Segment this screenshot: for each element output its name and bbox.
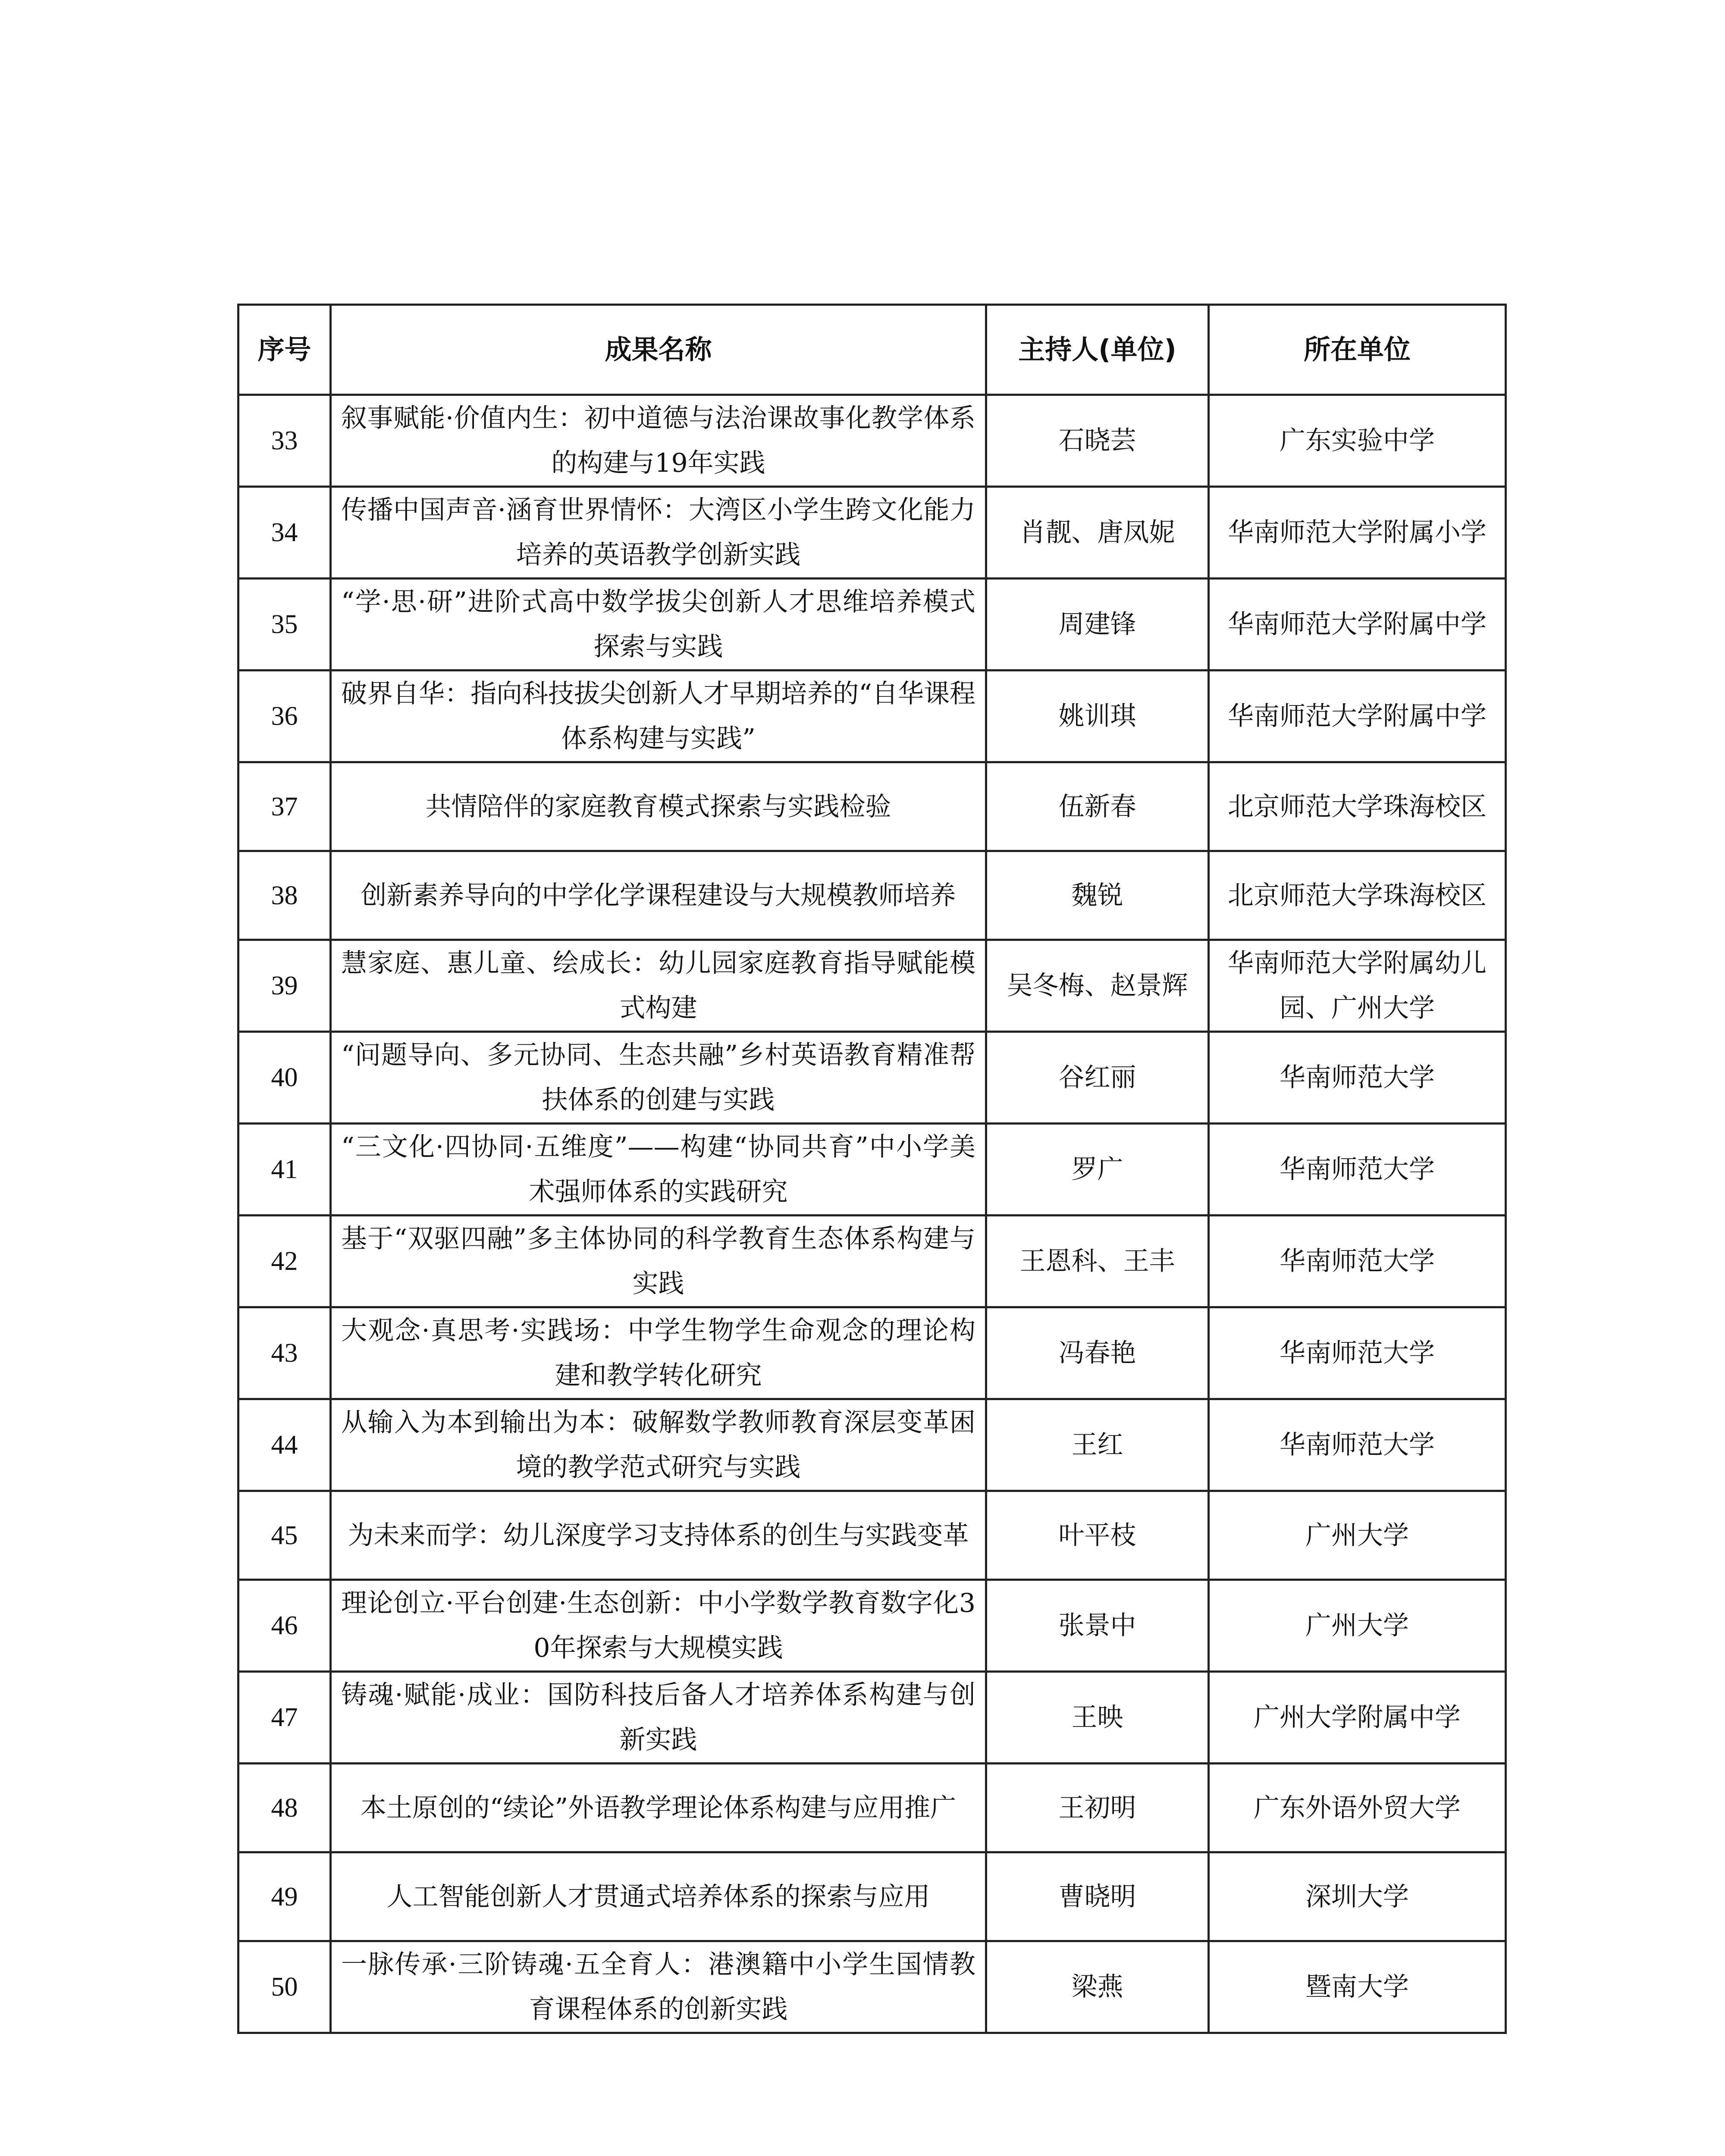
- row-unit: 北京师范大学珠海校区: [1209, 851, 1506, 940]
- row-unit: 北京师范大学珠海校区: [1209, 762, 1506, 851]
- row-unit: 华南师范大学: [1209, 1216, 1506, 1307]
- row-host: 肖靓、唐凤妮: [986, 487, 1209, 579]
- table-header-row: [238, 305, 1506, 395]
- row-host: 石晓芸: [986, 395, 1209, 487]
- row-unit: 华南师范大学附属小学: [1209, 487, 1506, 579]
- row-title: 慧家庭、惠儿童、绘成长：幼儿园家庭教育指导赋能模式构建: [331, 940, 986, 1032]
- row-num: 43: [238, 1307, 331, 1399]
- results-table: [237, 304, 1507, 2034]
- row-num: 34: [238, 487, 331, 579]
- row-title: 本土原创的“续论”外语教学理论体系构建与应用推广: [331, 1764, 986, 1852]
- row-title: 共情陪伴的家庭教育模式探索与实践检验: [331, 762, 986, 851]
- row-title: 铸魂·赋能·成业：国防科技后备人才培养体系构建与创新实践: [331, 1672, 986, 1764]
- row-unit: 深圳大学: [1209, 1852, 1506, 1941]
- row-title: “三文化·四协同·五维度”——构建“协同共育”中小学美术强师体系的实践研究: [331, 1124, 986, 1216]
- row-num: 38: [238, 851, 331, 940]
- row-title: 破界自华：指向科技拔尖创新人才早期培养的“自华课程体系构建与实践”: [331, 671, 986, 762]
- row-title: 基于“双驱四融”多主体协同的科学教育生态体系构建与实践: [331, 1216, 986, 1307]
- table-row: [238, 395, 1506, 487]
- row-host: 周建锋: [986, 579, 1209, 671]
- row-num: 33: [238, 395, 331, 487]
- row-host: 曹晓明: [986, 1852, 1209, 1941]
- row-num: 41: [238, 1124, 331, 1216]
- table-row: [238, 579, 1506, 671]
- table-row: [238, 762, 1506, 851]
- table-row: [238, 487, 1506, 579]
- row-num: 44: [238, 1399, 331, 1491]
- row-num: 42: [238, 1216, 331, 1307]
- table-row: [238, 1941, 1506, 2033]
- row-title: 叙事赋能·价值内生：初中道德与法治课故事化教学体系的构建与19年实践: [331, 395, 986, 487]
- table-row: [238, 1032, 1506, 1124]
- row-title: 人工智能创新人才贯通式培养体系的探索与应用: [331, 1852, 986, 1941]
- table-row: [238, 1852, 1506, 1941]
- table-row: [238, 1764, 1506, 1852]
- header-title: 成果名称: [331, 305, 986, 395]
- row-num: 48: [238, 1764, 331, 1852]
- row-title: 创新素养导向的中学化学课程建设与大规模教师培养: [331, 851, 986, 940]
- row-num: 35: [238, 579, 331, 671]
- row-num: 50: [238, 1941, 331, 2033]
- row-title: “学·思·研”进阶式高中数学拔尖创新人才思维培养模式探索与实践: [331, 579, 986, 671]
- row-host: 姚训琪: [986, 671, 1209, 762]
- row-unit: 华南师范大学附属中学: [1209, 671, 1506, 762]
- row-title: “问题导向、多元协同、生态共融”乡村英语教育精准帮扶体系的创建与实践: [331, 1032, 986, 1124]
- row-num: 49: [238, 1852, 331, 1941]
- table-row: [238, 1399, 1506, 1491]
- table-row: [238, 1216, 1506, 1307]
- row-num: 40: [238, 1032, 331, 1124]
- row-host: 梁燕: [986, 1941, 1209, 2033]
- row-title: 为未来而学：幼儿深度学习支持体系的创生与实践变革: [331, 1491, 986, 1580]
- row-title: 从输入为本到输出为本：破解数学教师教育深层变革困境的教学范式研究与实践: [331, 1399, 986, 1491]
- row-num: 45: [238, 1491, 331, 1580]
- header-num: 序号: [238, 305, 331, 395]
- row-host: 王红: [986, 1399, 1209, 1491]
- row-host: 伍新春: [986, 762, 1209, 851]
- row-unit: 华南师范大学: [1209, 1307, 1506, 1399]
- row-unit: 广东实验中学: [1209, 395, 1506, 487]
- row-host: 罗广: [986, 1124, 1209, 1216]
- row-title: 一脉传承·三阶铸魂·五全育人：港澳籍中小学生国情教育课程体系的创新实践: [331, 1941, 986, 2033]
- row-unit: 华南师范大学: [1209, 1032, 1506, 1124]
- row-unit: 华南师范大学附属幼儿园、广州大学: [1209, 940, 1506, 1032]
- row-host: 谷红丽: [986, 1032, 1209, 1124]
- table-row: [238, 1124, 1506, 1216]
- row-title: 理论创立·平台创建·生态创新：中小学数学教育数字化30年探索与大规模实践: [331, 1580, 986, 1672]
- row-num: 39: [238, 940, 331, 1032]
- table-row: [238, 1672, 1506, 1764]
- row-host: 张景中: [986, 1580, 1209, 1672]
- row-title: 传播中国声音·涵育世界情怀：大湾区小学生跨文化能力培养的英语教学创新实践: [331, 487, 986, 579]
- row-num: 36: [238, 671, 331, 762]
- row-host: 叶平枝: [986, 1491, 1209, 1580]
- row-unit: 广州大学: [1209, 1491, 1506, 1580]
- table-row: [238, 1491, 1506, 1580]
- table-row: [238, 940, 1506, 1032]
- row-host: 王恩科、王丰: [986, 1216, 1209, 1307]
- row-unit: 广东外语外贸大学: [1209, 1764, 1506, 1852]
- row-num: 37: [238, 762, 331, 851]
- header-host: 主持人(单位): [986, 305, 1209, 395]
- row-unit: 华南师范大学: [1209, 1399, 1506, 1491]
- row-host: 吴冬梅、赵景辉: [986, 940, 1209, 1032]
- table-row: [238, 851, 1506, 940]
- row-host: 王初明: [986, 1764, 1209, 1852]
- row-num: 47: [238, 1672, 331, 1764]
- table-row: [238, 671, 1506, 762]
- table-row: [238, 1580, 1506, 1672]
- table-row: [238, 1307, 1506, 1399]
- row-host: 魏锐: [986, 851, 1209, 940]
- row-unit: 华南师范大学附属中学: [1209, 579, 1506, 671]
- row-unit: 广州大学: [1209, 1580, 1506, 1672]
- row-unit: 华南师范大学: [1209, 1124, 1506, 1216]
- row-title: 大观念·真思考·实践场：中学生物学生命观念的理论构建和教学转化研究: [331, 1307, 986, 1399]
- row-host: 冯春艳: [986, 1307, 1209, 1399]
- header-unit: 所在单位: [1209, 305, 1506, 395]
- row-unit: 广州大学附属中学: [1209, 1672, 1506, 1764]
- row-num: 46: [238, 1580, 331, 1672]
- row-host: 王映: [986, 1672, 1209, 1764]
- row-unit: 暨南大学: [1209, 1941, 1506, 2033]
